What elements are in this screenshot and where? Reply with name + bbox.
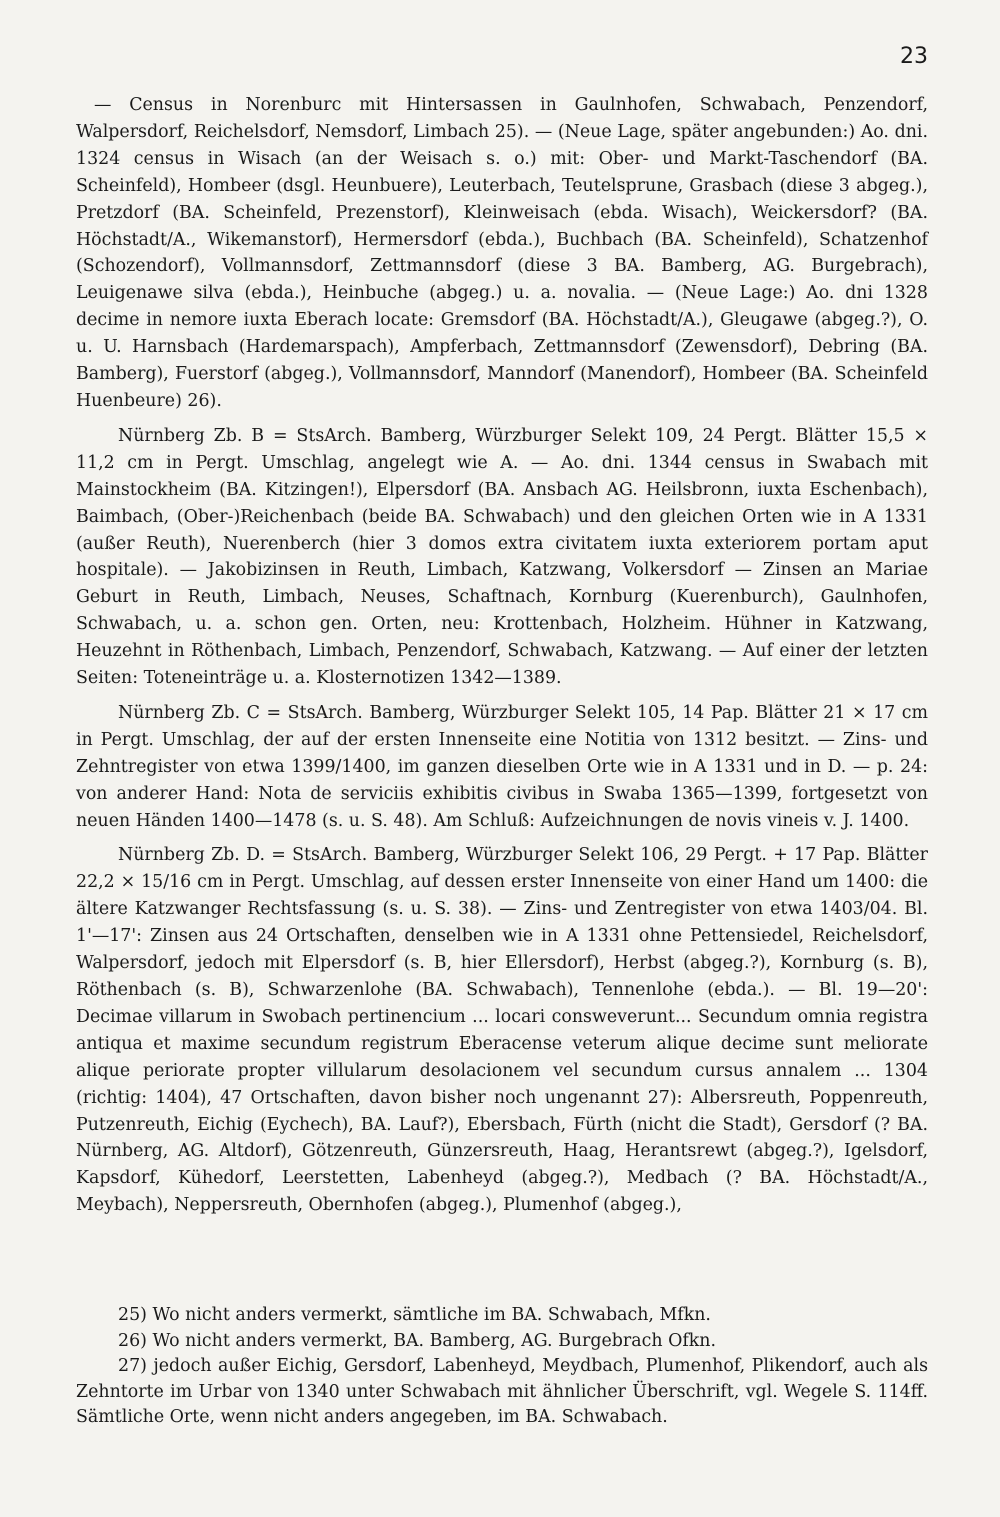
paragraph-nuernberg-zb-c: Nürnberg Zb. C = StsArch. Bamberg, Würzburger Selekt 105, 14 Pap. Blätter 21 × 17 cm in Pergt. Umschlag, der auf der ersten Innenseite eine Notitia von 1312 besitzt. — Zins- und Zehntregister von etwa 1399/1400, im ganzen dieselben Orte wie in A 1331 und in D. — p. 24: von anderer Hand: Nota de serviciis exhibitis civibus in Swaba 1365—1399, fortgesetzt von neuen Händen 1400—1478 (s. u. S. 48). Am Schluß: Aufzeichnungen de novis vineis v. J. 1400. xyxy=(76,702,928,831)
paragraph-nuernberg-zb-b: Nürnberg Zb. B = StsArch. Bamberg, Würzburger Selekt 109, 24 Pergt. Blätter 15,5 × 11,2 cm in Pergt. Umschlag, angelegt wie A. — Ao. dni. 1344 census in Swabach mit Mainstockheim (BA. Kitzingen!), Elpersdorf (BA. Ansbach AG. Heilsbronn, iuxta Eschenbach), Baimbach, (Ober-)Reichenbach (beide BA. Schwabach) und den gleichen Orten wie in A 1331 (außer Reuth), Nuerenberch (hier 3 domos extra civitatem iuxta exteriorem portam aput hospitale). — Jakobizinsen in Reuth, Limbach, Katzwang, Volkersdorf — Zinsen an Mariae Geburt in Reuth, Limbach, Neuses, Schaftnach, Kornburg (Kuerenburch), Gaulnhofen, Schwabach, u. a. schon gen. Orten, neu: Krottenbach, Holzheim. Hühner in Katzwang, Heuzehnt in Röthenbach, Limbach, Penzendorf, Schwabach, Katzwang. — Auf einer der letzten Seiten: Toteneinträge u. a. Klosternotizen 1342—1389. xyxy=(76,425,928,689)
footnotes xyxy=(76,1303,928,1431)
document-page xyxy=(76,0,928,1517)
footnote-26: 26) Wo nicht anders vermerkt, BA. Bamberg, AG. Burgebrach Ofkn. xyxy=(118,1330,717,1351)
footnote-27: 27) jedoch außer Eichig, Gersdorf, Labenheyd, Meydbach, Plumenhof, Plikendorf, auch als Zehntorte im Urbar von 1340 unter Schwabach mit ähnlicher Überschrift, vgl. Wegele S. 114ff. Sämtliche Orte, wenn nicht anders angegeben, im BA. Schwabach. xyxy=(76,1356,928,1427)
paragraph-census-norenburc: — Census in Norenburc mit Hintersassen in Gaulnhofen, Schwabach, Penzendorf, Walpersdorf, Reichelsdorf, Nemsdorf, Limbach 25). — (Neue Lage, später angebunden:) Ao. dni. 1324 census in Wisach (an der Weisach s. o.) mit: Ober- und Markt-Taschendorf (BA. Scheinfeld), Hombeer (dsgl. Heunbuere), Leuterbach, Teutelsprune, Grasbach (diese 3 abgeg.), Pretzdorf (BA. Scheinfeld, Prezenstorf), Kleinweisach (ebda. Wisach), Weickersdorf? (BA. Höchstadt/A., Wikemanstorf), Hermersdorf (ebda.), Buchbach (BA. Scheinfeld), Schatzenhof (Schozendorf), Vollmannsdorf, Zettmannsdorf (diese 3 BA. Bamberg, AG. Burgebrach), Leuigenawe silva (ebda.), Heinbuche (abgeg.) u. a. novalia. — (Neue Lage:) Ao. dni 1328 decime in nemore iuxta Eberach locate: Gremsdorf (BA. Höchstadt/A.), Gleugawe (abgeg.?), O. u. U. Harnsbach (Hardemarspach), Ampferbach, Zettmannsdorf (Zewensdorf), Debring (BA. Bamberg), Fuerstorf (abgeg.), Vollmannsdorf, Manndorf (Manendorf), Hombeer (BA. Scheinfeld Huenbeure) 26). xyxy=(76,95,928,411)
footnote-25: 25) Wo nicht anders vermerkt, sämtliche im BA. Schwabach, Mfkn. xyxy=(118,1305,711,1325)
page-number: 23 xyxy=(900,44,928,69)
body-text xyxy=(76,92,928,1227)
paragraph-nuernberg-zb-d: Nürnberg Zb. D. = StsArch. Bamberg, Würzburger Selekt 106, 29 Pergt. + 17 Pap. Blätter 22,2 × 15/16 cm in Pergt. Umschlag, auf dessen erster Innenseite von einer Hand um 1400: die ältere Katzwanger Rechtsfassung (s. u. S. 38). — Zins- und Zentregister von etwa 1403/04. Bl. 1'—17': Zinsen aus 24 Ortschaften, denselben wie in A 1331 ohne Pettensiedel, Reichelsdorf, Walpersdorf, jedoch mit Elpersdorf (s. B, hier Ellersdorf), Herbst (abgeg.?), Kornburg (s. B), Röthenbach (s. B), Schwarzenlohe (BA. Schwabach), Tennenlohe (ebda.). — Bl. 19—20': Decimae villarum in Swobach pertinencium ... locari consweverunt... Secundum omnia registra antiqua et maxime secundum registrum Eberacense veterum alique decime sunt meliorate alique periorate propter villularum desolacionem vel secundum cursus annalem ... 1304 (richtig: 1404), 47 Ortschaften, davon bisher noch ungenannt 27): Albersreuth, Poppenreuth, Putzenreuth, Eichig (Eychech), BA. Lauf?), Ebersbach, Fürth (nicht die Stadt), Gersdorf (? BA. Nürnberg, AG. Altdorf), Götzenreuth, Günzersreuth, Haag, Herantsrewt (abgeg.?), Igelsdorf, Kapsdorf, Kühedorf, Leerstetten, Labenheyd (abgeg.?), Medbach (? BA. Höchstadt/A., Meybach), Neppersreuth, Obernhofen (abgeg.), Plumenhof (abgeg.), xyxy=(76,845,928,1216)
